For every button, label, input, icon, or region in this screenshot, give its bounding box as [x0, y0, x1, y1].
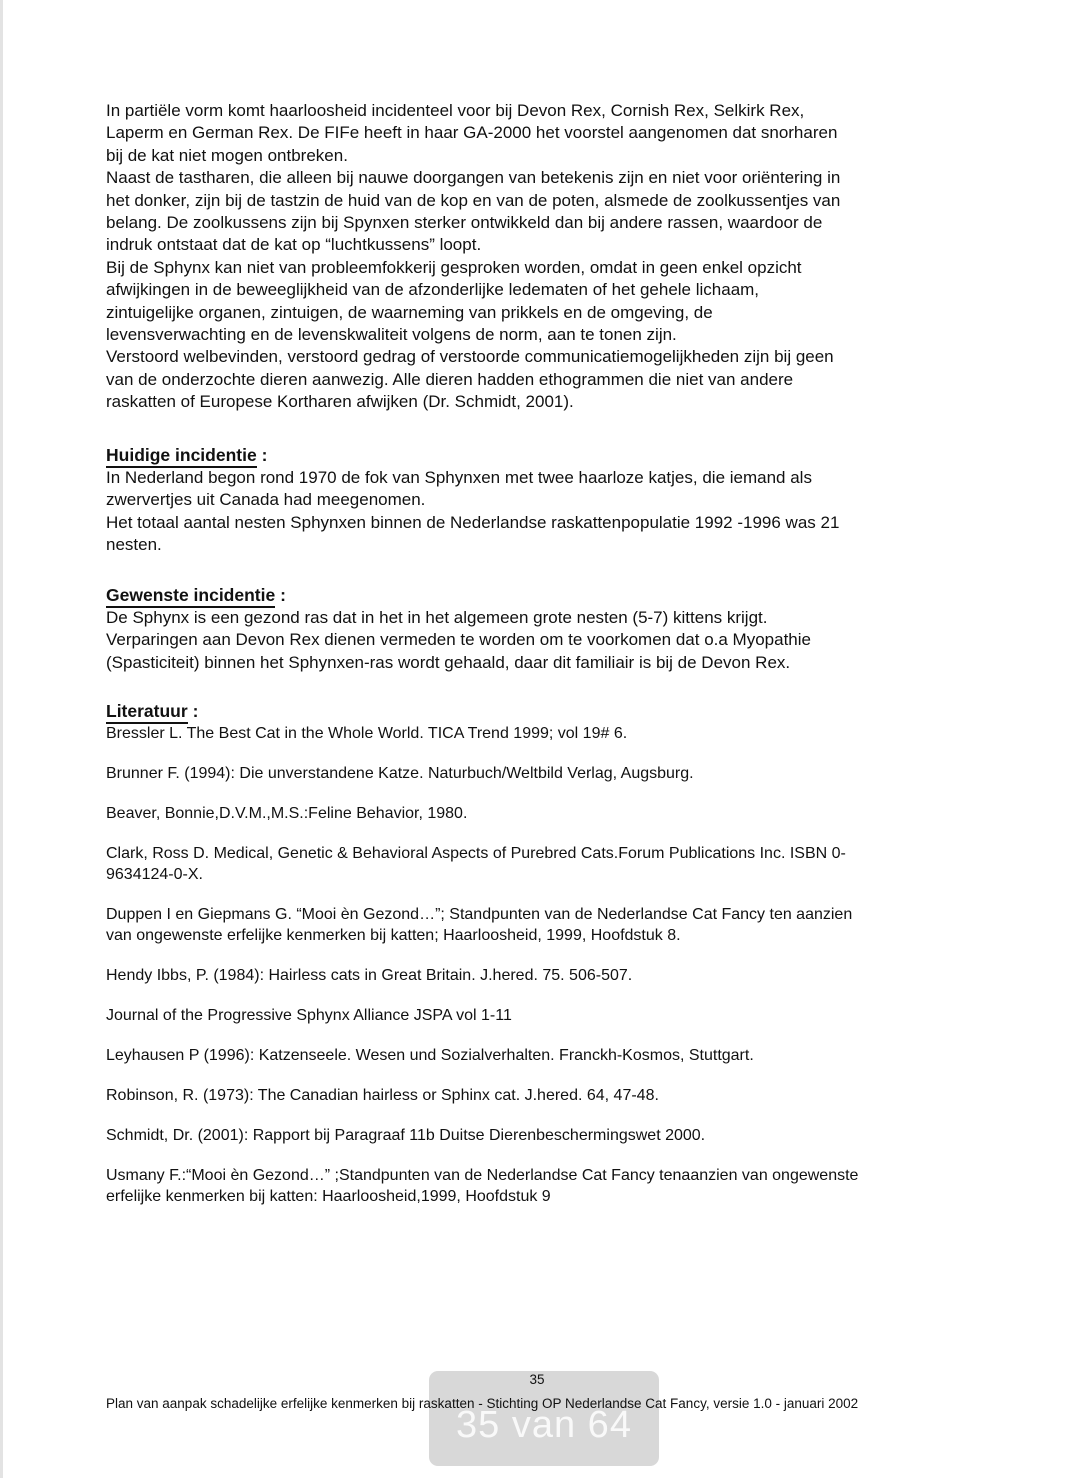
- text-line: belang. De zoolkussens zijn bij Spynxen sterker ontwikkeld dan bij andere rassen, waardoor de: [106, 212, 823, 232]
- section-body-huidige: [106, 467, 976, 557]
- text-line: Verstoord welbevinden, verstoord gedrag of verstoorde communicatiemogelijkheden zijn bij geen: [106, 347, 834, 367]
- text-line: Naast de tastharen, die alleen bij nauwe doorgangen van betekenis zijn en niet voor oriëntering in: [106, 168, 841, 188]
- footer-note: Plan van aanpak schadelijke erfelijke kenmerken bij raskatten - Stichting OP Nederlandse Cat Fancy, versie 1.0 - januari 2002: [106, 1396, 859, 1411]
- reference-line: Journal of the Progressive Sphynx Alliance JSPA vol 1-11: [106, 1006, 512, 1024]
- text-line: zintuigelijke organen, zintuigen, de waarneming van prikkels en de omgeving, de: [106, 302, 713, 322]
- reference-line: Robinson, R. (1973): The Canadian hairless or Sphinx cat. J.hered. 64, 47-48.: [106, 1086, 659, 1104]
- reference-item: [106, 1125, 976, 1146]
- reference-line: 9634124-0-X.: [106, 865, 203, 883]
- references-list: [106, 723, 976, 1207]
- reference-item: [106, 763, 976, 784]
- heading-colon: :: [280, 585, 286, 606]
- section-heading-gewenste-incidentie: [106, 584, 976, 606]
- intro-paragraph: [106, 100, 976, 413]
- reference-line: Duppen I en Giepmans G. “Mooi èn Gezond…”; Standpunten van de Nederlandse Cat Fancy ten aanzien: [106, 905, 853, 923]
- text-line: Bij de Sphynx kan niet van probleemfokkerij gesproken worden, omdat in geen enkel opzicht: [106, 257, 802, 277]
- text-line: nesten.: [106, 535, 162, 555]
- reference-line: Brunner F. (1994): Die unverstandene Katze. Naturbuch/Weltbild Verlag, Augsburg.: [106, 764, 694, 782]
- heading-colon: :: [261, 445, 268, 466]
- reference-line: Clark, Ross D. Medical, Genetic & Behavioral Aspects of Purebred Cats.Forum Publications Inc. ISBN 0-: [106, 844, 846, 862]
- text-line: indruk ontstaat dat de kat op “luchtkussens” loopt.: [106, 235, 482, 255]
- heading-text: Huidige incidentie: [106, 445, 257, 468]
- text-line: Het totaal aantal nesten Sphynxen binnen de Nederlandse raskattenpopulatie 1992 -1996 was 21: [106, 512, 840, 532]
- reference-line: Beaver, Bonnie,D.V.M.,M.S.:Feline Behavior, 1980.: [106, 804, 468, 822]
- text-line: In partiële vorm komt haarloosheid incidenteel voor bij Devon Rex, Cornish Rex, Selkirk Rex,: [106, 101, 805, 120]
- section-body-gewenste: [106, 607, 976, 674]
- heading-text: Gewenste incidentie: [106, 585, 275, 608]
- section-heading-huidige-incidentie: [106, 444, 976, 466]
- page-content: [106, 100, 976, 1226]
- text-line: bij de kat niet mogen ontbreken.: [106, 145, 348, 165]
- reference-line: Usmany F.:“Mooi èn Gezond…” ;Standpunten van de Nederlandse Cat Fancy tenaanzien van ongewenste: [106, 1166, 859, 1184]
- page-number: 35: [529, 1372, 545, 1387]
- text-line: De Sphynx is een gezond ras dat in het in het algemeen grote nesten (5-7) kittens krijgt.: [106, 607, 768, 627]
- reference-line: Schmidt, Dr. (2001): Rapport bij Paragraaf 11b Duitse Dierenbeschermingswet 2000.: [106, 1126, 706, 1144]
- reference-item: [106, 965, 976, 986]
- reference-line: Bressler L. The Best Cat in the Whole World. TICA Trend 1999; vol 19# 6.: [106, 724, 628, 742]
- text-line: (Spasticiteit) binnen het Sphynxen-ras wordt gehaald, daar dit familiair is bij de Devon Rex.: [106, 652, 791, 672]
- reference-item: [106, 843, 976, 885]
- reference-item: [106, 1165, 976, 1207]
- reference-line: Leyhausen P (1996): Katzenseele. Wesen und Sozialverhalten. Franckh-Kosmos, Stuttgart.: [106, 1046, 754, 1064]
- section-heading-literatuur: [106, 700, 976, 722]
- reference-line: erfelijke kenmerken bij katten: Haarloosheid,1999, Hoofdstuk 9: [106, 1187, 551, 1205]
- heading-colon: :: [192, 700, 199, 721]
- page-indicator-label: 35 van 64: [456, 1404, 632, 1446]
- text-line: Laperm en German Rex. De FIFe heeft in haar GA-2000 het voorstel aangenomen dat snorharen: [106, 123, 838, 143]
- text-line: levensverwachting en de levenskwaliteit volgens de norm, aan te tonen zijn.: [106, 324, 677, 344]
- reference-item: [106, 723, 976, 744]
- reference-item: [106, 1005, 976, 1026]
- reference-item: [106, 1085, 976, 1106]
- text-line: In Nederland begon rond 1970 de fok van Sphynxen met twee haarloze katjes, die iemand als: [106, 467, 812, 487]
- text-line: afwijkingen in de beweeglijkheid van de afzonderlijke ledematen of het gehele lichaam,: [106, 280, 760, 300]
- reference-line: Hendy Ibbs, P. (1984): Hairless cats in Great Britain. J.hered. 75. 506-507.: [106, 966, 633, 984]
- reference-item: [106, 904, 976, 946]
- text-line: Verparingen aan Devon Rex dienen vermeden te worden om te voorkomen dat o.a Myopathie: [106, 630, 811, 650]
- text-line: het donker, zijn bij de tastzin de huid van de kop en van de poten, alsmede de zoolkussentjes van: [106, 190, 841, 210]
- reference-line: van ongewenste erfelijke kenmerken bij katten; Haarloosheid, 1999, Hoofdstuk 8.: [106, 926, 681, 944]
- heading-text: Literatuur: [106, 701, 188, 724]
- reference-item: [106, 1045, 976, 1066]
- text-line: raskatten of Europese Kortharen afwijken (Dr. Schmidt, 2001).: [106, 392, 574, 412]
- text-line: zwervertjes uit Canada had meegenomen.: [106, 490, 426, 510]
- text-line: van de onderzochte dieren aanwezig. Alle dieren hadden ethogrammen die niet van andere: [106, 369, 794, 389]
- reference-item: [106, 803, 976, 824]
